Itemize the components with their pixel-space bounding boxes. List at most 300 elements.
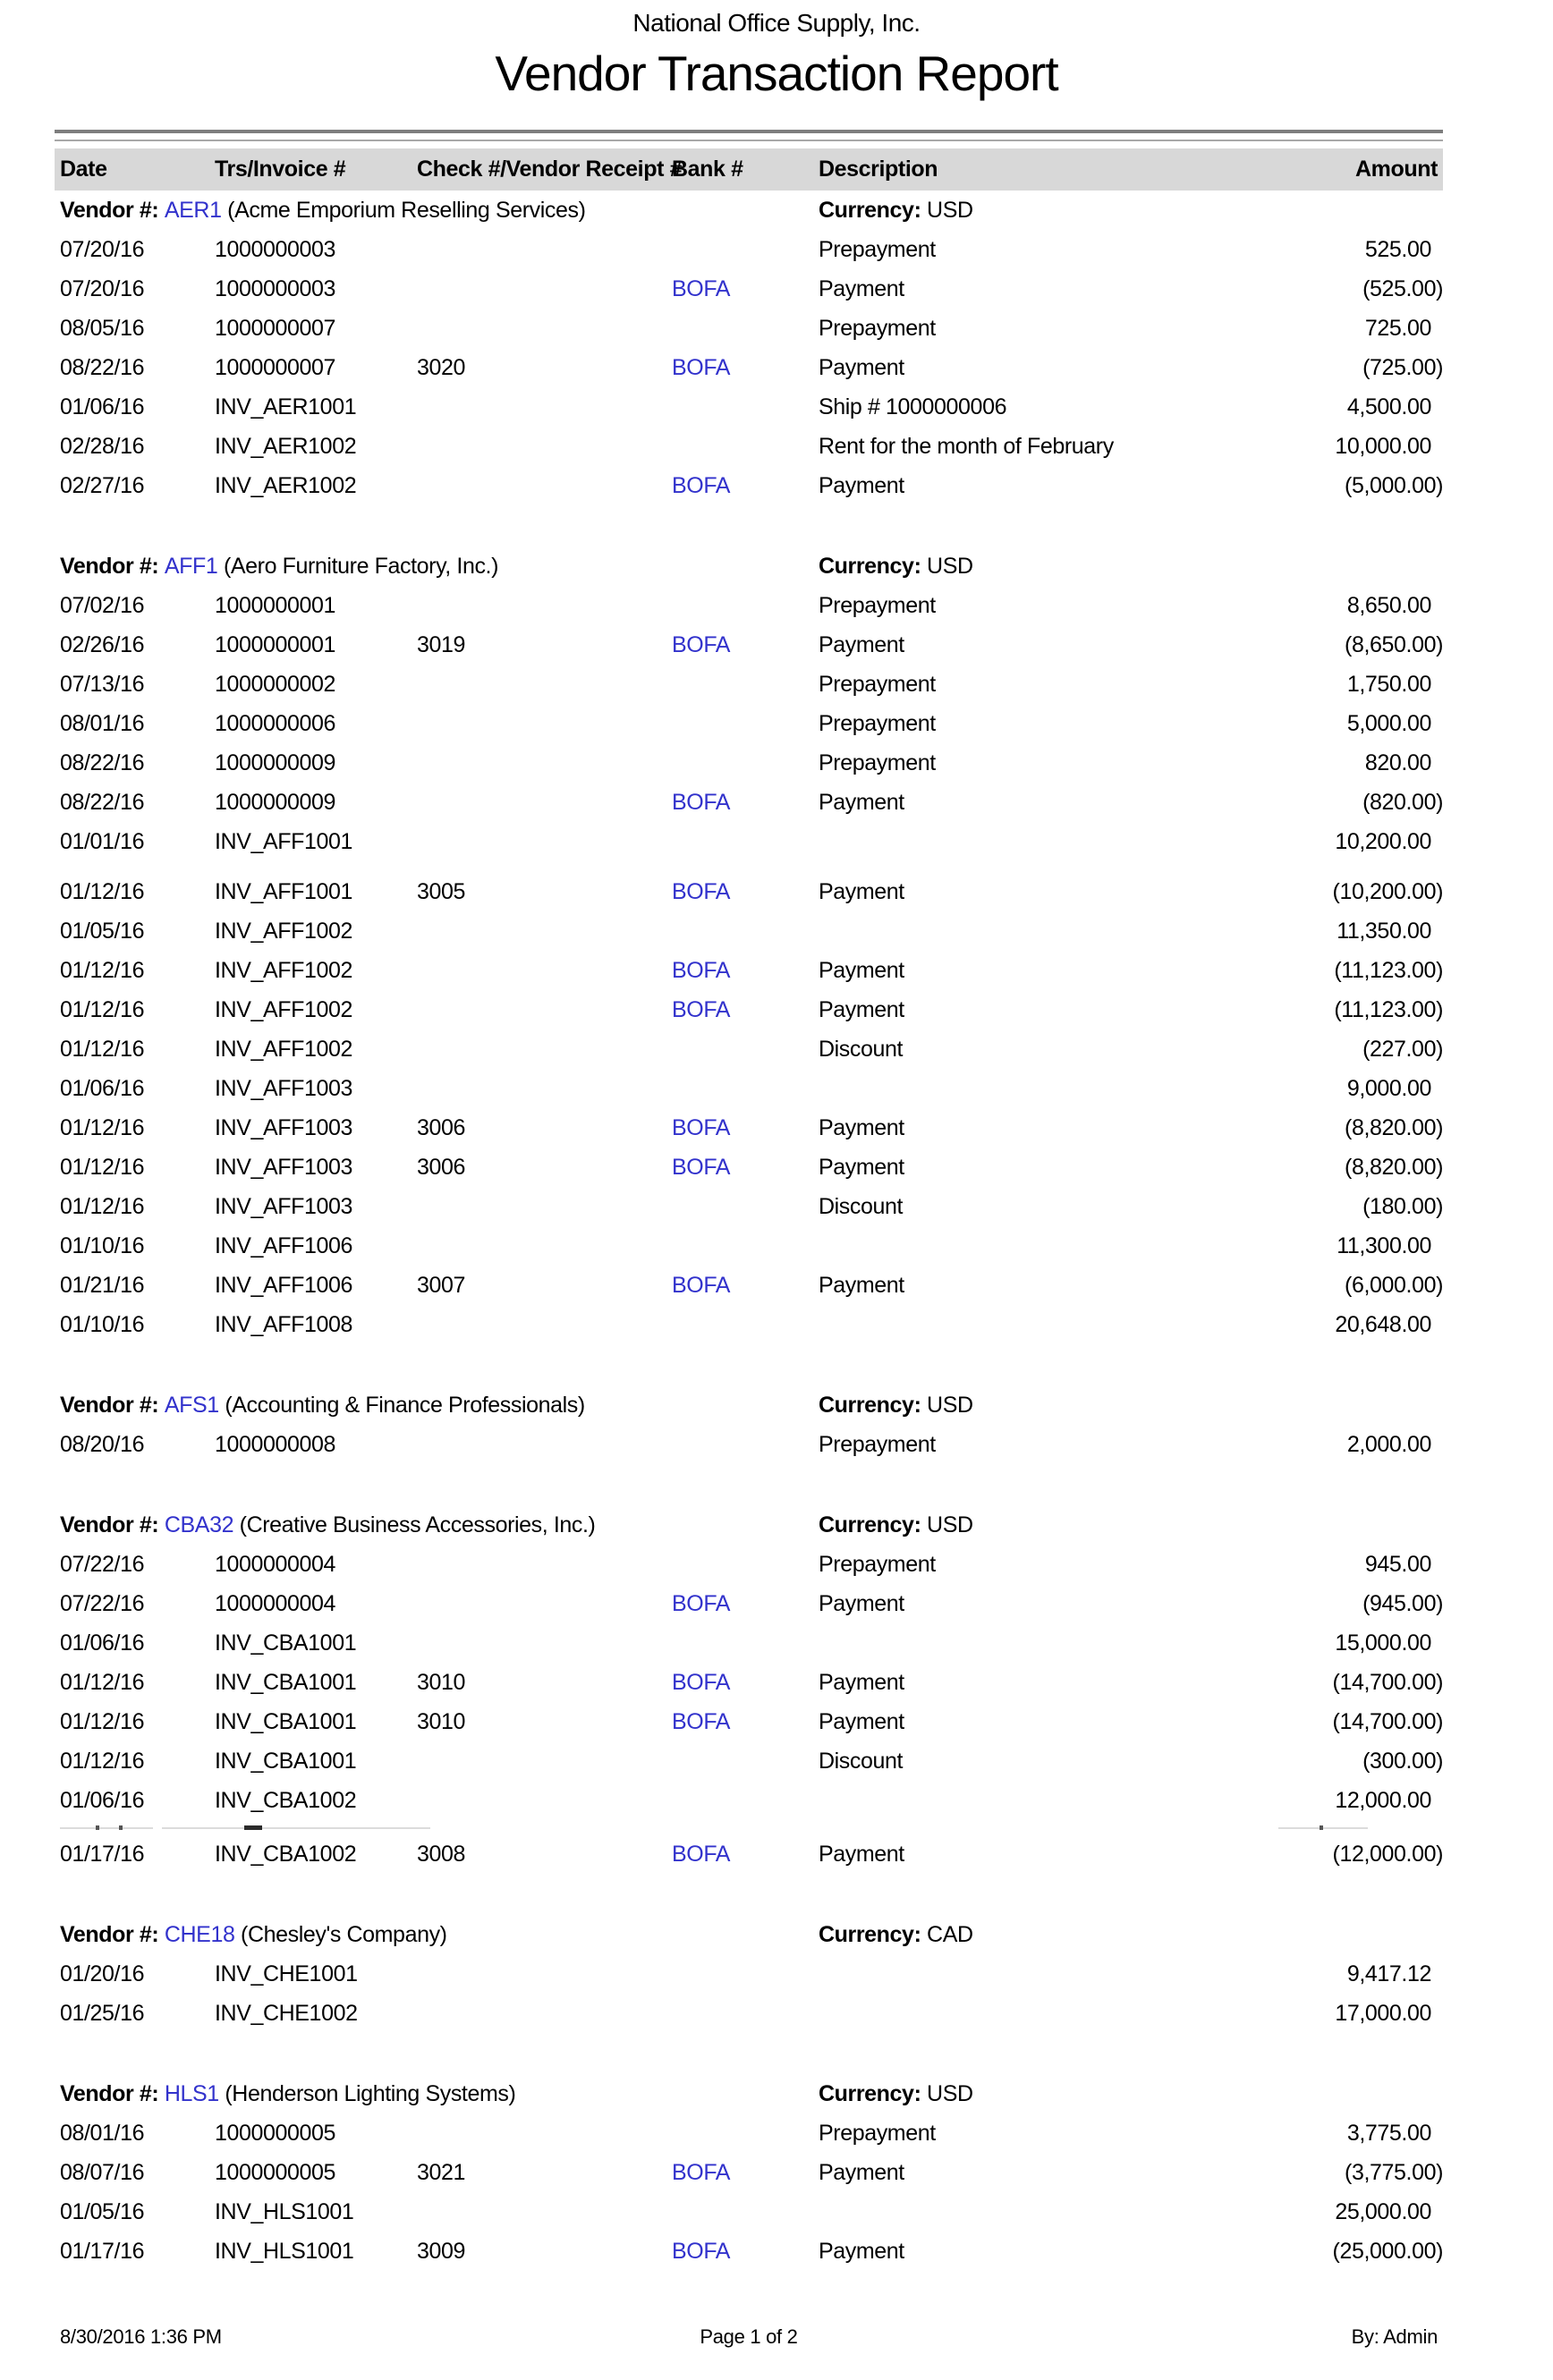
currency-label: Currency: [819,198,928,223]
seam-hairline [162,1827,430,1829]
transaction-row [55,230,1443,269]
row-invoice: INV_HLS1001 [215,2199,354,2224]
row-bank-link[interactable]: BOFA [672,1115,731,1140]
currency-label: Currency: [819,554,928,579]
row-date: 01/12/16 [60,1749,145,1774]
column-header-description: Description [819,157,938,182]
row-description: Payment [819,997,904,1022]
transaction-row [55,2232,1443,2271]
row-invoice: INV_AER1002 [215,473,357,498]
row-date: 07/02/16 [60,593,145,618]
transaction-row [55,1741,1443,1781]
row-invoice: 1000000005 [215,2121,336,2146]
transaction-row [55,743,1443,783]
transaction-row [55,309,1443,348]
row-amount: 9,000.00 [1346,1076,1431,1101]
row-date: 02/26/16 [60,632,145,657]
row-date: 01/12/16 [60,879,145,904]
vendor-currency [819,546,973,586]
row-invoice: 1000000003 [215,237,336,262]
transaction-row [55,1545,1443,1584]
transaction-row [55,1187,1443,1226]
row-bank-link[interactable]: BOFA [672,632,731,657]
row-amount: 11,350.00 [1337,919,1431,944]
row-invoice: 1000000007 [215,316,336,341]
row-invoice: 1000000004 [215,1552,336,1577]
divider-rule-thick [55,130,1443,133]
row-description: Prepayment [819,237,936,262]
transaction-row [55,1954,1443,1994]
row-amount: (12,000.00) [1332,1842,1443,1867]
vendor-identity [60,191,586,230]
vendor-number-label: Vendor #: [60,1512,165,1537]
row-invoice: INV_CHE1001 [215,1961,358,1986]
row-date: 01/01/16 [60,829,145,854]
row-invoice: 1000000006 [215,711,336,736]
table-body [55,191,1443,2271]
row-date: 01/05/16 [60,919,145,944]
row-amount: 820.00 [1364,750,1431,775]
vendor-name: (Acme Emporium Reselling Services) [221,198,586,223]
row-invoice: INV_CHE1002 [215,2001,358,2026]
transaction-row [55,2153,1443,2192]
transaction-row [55,2113,1443,2153]
row-invoice: 1000000004 [215,1591,336,1616]
row-invoice: INV_AFF1003 [215,1194,353,1219]
row-amount: (25,000.00) [1332,2239,1443,2264]
vendor-code-link[interactable]: AFF1 [164,554,218,579]
transaction-row [55,1623,1443,1663]
row-description: Payment [819,632,904,657]
page-seam-gap [55,861,1443,872]
row-description: Payment [819,1670,904,1695]
row-bank-link[interactable]: BOFA [672,1842,731,1867]
transaction-row [55,466,1443,505]
row-check-number: 3020 [417,355,466,380]
transaction-row [55,911,1443,951]
currency-label: Currency: [819,1512,928,1537]
row-amount: 10,000.00 [1335,434,1431,459]
vendor-identity [60,2074,515,2113]
transaction-row [55,586,1443,625]
row-date: 08/22/16 [60,790,145,815]
row-date: 01/10/16 [60,1312,145,1337]
row-date: 08/22/16 [60,750,145,775]
row-amount: (10,200.00) [1332,879,1443,904]
vendor-identity [60,1915,447,1954]
row-description: Payment [819,1155,904,1180]
row-invoice: 1000000003 [215,276,336,301]
seam-hairline [60,1827,153,1829]
vendor-name: (Accounting & Finance Professionals) [218,1393,585,1418]
row-amount: (5,000.00) [1345,473,1443,498]
currency-value: USD [927,1393,973,1418]
vendor-number-label: Vendor #: [60,198,165,223]
row-invoice: INV_AER1002 [215,434,357,459]
row-date: 01/12/16 [60,1037,145,1062]
row-description: Discount [819,1037,904,1062]
report-table [55,148,1443,2271]
row-check-number: 3019 [417,632,466,657]
currency-value: USD [927,554,973,579]
row-amount: 10,200.00 [1335,829,1431,854]
row-amount: (945.00) [1362,1591,1443,1616]
report-footer [55,2322,1443,2352]
row-date: 01/06/16 [60,1630,145,1656]
row-amount: 525.00 [1364,237,1431,262]
row-date: 01/12/16 [60,1115,145,1140]
vendor-currency [819,191,973,230]
row-date: 08/07/16 [60,2160,145,2185]
row-bank-link[interactable]: BOFA [672,276,731,301]
row-description: Payment [819,276,904,301]
row-amount: 15,000.00 [1335,1630,1431,1656]
row-amount: 8,650.00 [1346,593,1431,618]
vendor-currency [819,1385,973,1425]
seam-dash [244,1825,262,1830]
currency-label: Currency: [819,1393,928,1418]
row-amount: (820.00) [1362,790,1443,815]
row-amount: 20,648.00 [1335,1312,1431,1337]
footer-datetime: 8/30/2016 1:36 PM [60,2325,222,2348]
row-invoice: INV_AFF1006 [215,1233,353,1258]
row-check-number: 3021 [417,2160,466,2185]
row-date: 07/13/16 [60,672,145,697]
row-invoice: 1000000009 [215,790,336,815]
row-date: 01/12/16 [60,958,145,983]
row-date: 01/06/16 [60,1076,145,1101]
row-amount: 5,000.00 [1346,711,1431,736]
row-description: Payment [819,879,904,904]
row-date: 01/12/16 [60,1709,145,1734]
row-date: 08/01/16 [60,711,145,736]
row-invoice: INV_AFF1003 [215,1115,353,1140]
row-description: Payment [819,2160,904,2185]
transaction-row [55,1029,1443,1069]
row-invoice: INV_CBA1001 [215,1630,357,1656]
row-date: 01/06/16 [60,1788,145,1813]
vendor-code-link[interactable]: CHE18 [164,1922,235,1947]
row-amount: (8,650.00) [1345,632,1443,657]
row-amount: 11,300.00 [1337,1233,1431,1258]
vendor-block-gap [55,1344,1443,1385]
transaction-row [55,387,1443,427]
vendor-currency [819,1505,973,1545]
row-description: Payment [819,790,904,815]
row-invoice: 1000000001 [215,593,336,618]
footer-page-number: Page 1 of 2 [700,2325,798,2348]
row-invoice: 1000000001 [215,632,336,657]
row-date: 07/20/16 [60,237,145,262]
row-description: Payment [819,1842,904,1867]
row-description: Prepayment [819,750,936,775]
footer-user: By: Admin [1351,2325,1438,2348]
vendor-code-link[interactable]: AER1 [164,198,222,223]
row-description: Payment [819,1709,904,1734]
row-invoice: INV_AFF1001 [215,829,353,854]
vendor-header-row [55,1385,1443,1425]
row-invoice: INV_AFF1003 [215,1155,353,1180]
row-description: Discount [819,1749,904,1774]
row-amount: 4,500.00 [1346,394,1431,419]
row-description: Discount [819,1194,904,1219]
row-amount: (14,700.00) [1332,1709,1443,1734]
row-amount: 3,775.00 [1346,2121,1431,2146]
row-description: Prepayment [819,593,936,618]
row-amount: 25,000.00 [1335,2199,1431,2224]
row-bank-link[interactable]: BOFA [672,1273,731,1298]
row-description: Ship # 1000000006 [819,394,1007,419]
transaction-row [55,1584,1443,1623]
row-date: 01/20/16 [60,1961,145,1986]
row-check-number: 3008 [417,1842,466,1867]
transaction-row [55,427,1443,466]
row-invoice: INV_AFF1006 [215,1273,353,1298]
row-description: Payment [819,2239,904,2264]
vendor-code-link[interactable]: HLS1 [164,2081,219,2106]
vendor-header-row [55,2074,1443,2113]
row-check-number: 3009 [417,2239,466,2264]
row-date: 07/22/16 [60,1552,145,1577]
row-date: 01/25/16 [60,2001,145,2026]
transaction-row [55,1834,1443,1874]
currency-value: USD [927,198,973,223]
row-amount: (11,123.00) [1334,958,1443,983]
table-header-row [55,148,1443,191]
transaction-row [55,1994,1443,2033]
row-invoice: INV_AFF1003 [215,1076,353,1101]
transaction-row [55,1663,1443,1702]
transaction-row [55,704,1443,743]
row-date: 07/22/16 [60,1591,145,1616]
row-invoice: INV_AFF1002 [215,919,353,944]
currency-label: Currency: [819,2081,928,2106]
row-description: Payment [819,958,904,983]
row-amount: 725.00 [1364,316,1431,341]
row-invoice: INV_CBA1001 [215,1709,357,1734]
column-header-date: Date [60,157,107,182]
currency-value: USD [927,2081,973,2106]
row-description: Prepayment [819,711,936,736]
column-header-trs-invoice: Trs/Invoice # [215,157,346,182]
row-invoice: 1000000007 [215,355,336,380]
row-description: Payment [819,355,904,380]
row-amount: 9,417.12 [1346,1961,1431,1986]
row-description: Prepayment [819,672,936,697]
vendor-block-gap [55,1464,1443,1505]
transaction-row [55,1702,1443,1741]
row-check-number: 3010 [417,1709,466,1734]
row-amount: (525.00) [1362,276,1443,301]
vendor-header-row [55,1505,1443,1545]
row-date: 01/05/16 [60,2199,145,2224]
row-invoice: INV_CBA1002 [215,1788,357,1813]
row-amount: (14,700.00) [1332,1670,1443,1695]
divider-rule-thin [55,140,1443,141]
row-check-number: 3010 [417,1670,466,1695]
row-invoice: 1000000005 [215,2160,336,2185]
row-amount: 1,750.00 [1346,672,1431,697]
row-bank-link[interactable]: BOFA [672,1591,731,1616]
transaction-row [55,951,1443,990]
row-description: Prepayment [819,1552,936,1577]
row-bank-link[interactable]: BOFA [672,997,731,1022]
row-description: Prepayment [819,2121,936,2146]
row-amount: (3,775.00) [1345,2160,1443,2185]
page-seam-artifact [55,1820,1443,1834]
transaction-row [55,665,1443,704]
row-bank-link[interactable]: BOFA [672,790,731,815]
row-invoice: 1000000009 [215,750,336,775]
row-amount: (11,123.00) [1334,997,1443,1022]
row-check-number: 3006 [417,1155,466,1180]
transaction-row [55,1266,1443,1305]
vendor-header-row [55,546,1443,586]
row-amount: (725.00) [1362,355,1443,380]
column-header-amount: Amount [1354,157,1438,182]
row-description: Rent for the month of February [819,434,1114,459]
currency-value: USD [927,1512,973,1537]
vendor-block-gap [55,2033,1443,2074]
row-description: Payment [819,473,904,498]
transaction-row [55,783,1443,822]
row-date: 02/28/16 [60,434,145,459]
row-date: 01/12/16 [60,1670,145,1695]
transaction-row [55,990,1443,1029]
vendor-header-row [55,1915,1443,1954]
transaction-row [55,2192,1443,2232]
transaction-row [55,1148,1443,1187]
row-date: 01/21/16 [60,1273,145,1298]
seam-tick [119,1825,123,1830]
row-amount: (227.00) [1362,1037,1443,1062]
row-amount: (8,820.00) [1345,1115,1443,1140]
seam-tick [96,1825,99,1830]
row-invoice: INV_AFF1008 [215,1312,353,1337]
row-date: 01/12/16 [60,1155,145,1180]
row-invoice: INV_AFF1001 [215,879,353,904]
row-amount: (300.00) [1362,1749,1443,1774]
transaction-row [55,1108,1443,1148]
row-bank-link[interactable]: BOFA [672,958,731,983]
transaction-row [55,348,1443,387]
vendor-block-gap [55,1874,1443,1915]
row-date: 08/20/16 [60,1432,145,1457]
row-invoice: INV_AFF1002 [215,997,353,1022]
row-date: 01/06/16 [60,394,145,419]
vendor-identity [60,546,498,586]
row-invoice: INV_HLS1001 [215,2239,354,2264]
row-description: Prepayment [819,1432,936,1457]
row-invoice: INV_CBA1001 [215,1670,357,1695]
vendor-code-link[interactable]: CBA32 [164,1512,234,1537]
vendor-number-label: Vendor #: [60,2081,165,2106]
vendor-name: (Henderson Lighting Systems) [218,2081,516,2106]
vendor-identity [60,1505,596,1545]
row-invoice: 1000000002 [215,672,336,697]
row-check-number: 3005 [417,879,466,904]
row-description: Payment [819,1115,904,1140]
seam-hairline [1278,1827,1368,1829]
row-date: 02/27/16 [60,473,145,498]
vendor-number-label: Vendor #: [60,1393,165,1418]
row-bank-link[interactable]: BOFA [672,355,731,380]
row-invoice: INV_AFF1002 [215,1037,353,1062]
vendor-name: (Chesley's Company) [234,1922,447,1947]
row-invoice: INV_AER1001 [215,394,357,419]
row-invoice: INV_CBA1002 [215,1842,357,1867]
row-bank-link[interactable]: BOFA [672,473,731,498]
transaction-row [55,1305,1443,1344]
vendor-number-label: Vendor #: [60,554,165,579]
currency-value: CAD [927,1922,973,1947]
vendor-header-row [55,191,1443,230]
vendor-currency [819,2074,973,2113]
page-title: Vendor Transaction Report [495,46,1058,101]
row-invoice: INV_AFF1002 [215,958,353,983]
row-date: 08/05/16 [60,316,145,341]
row-description: Payment [819,1273,904,1298]
row-bank-link[interactable]: BOFA [672,1670,731,1695]
transaction-row [55,269,1443,309]
column-header-check-vendor-receipt: Check #/Vendor Receipt # [417,157,683,182]
row-date: 08/01/16 [60,2121,145,2146]
row-date: 01/10/16 [60,1233,145,1258]
vendor-name: (Aero Furniture Factory, Inc.) [217,554,499,579]
row-date: 08/22/16 [60,355,145,380]
vendor-currency [819,1915,973,1954]
row-amount: 12,000.00 [1335,1788,1431,1813]
row-amount: (8,820.00) [1345,1155,1443,1180]
vendor-number-label: Vendor #: [60,1922,165,1947]
row-bank-link[interactable]: BOFA [672,2239,731,2264]
row-bank-link[interactable]: BOFA [672,2160,731,2185]
row-bank-link[interactable]: BOFA [672,1709,731,1734]
row-date: 07/20/16 [60,276,145,301]
transaction-row [55,1069,1443,1108]
row-amount: 945.00 [1364,1552,1431,1577]
row-date: 01/17/16 [60,1842,145,1867]
transaction-row [55,625,1443,665]
row-check-number: 3006 [417,1115,466,1140]
vendor-code-link[interactable]: AFS1 [164,1393,219,1418]
row-date: 01/17/16 [60,2239,145,2264]
row-amount: (6,000.00) [1345,1273,1443,1298]
row-amount: 17,000.00 [1335,2001,1431,2026]
row-amount: (180.00) [1362,1194,1443,1219]
transaction-row [55,1425,1443,1464]
company-name: National Office Supply, Inc. [632,9,921,37]
row-bank-link[interactable]: BOFA [672,879,731,904]
row-invoice: INV_CBA1001 [215,1749,357,1774]
row-bank-link[interactable]: BOFA [672,1155,731,1180]
vendor-block-gap [55,505,1443,546]
currency-label: Currency: [819,1922,928,1947]
vendor-identity [60,1385,585,1425]
transaction-row [55,822,1443,861]
row-description: Prepayment [819,316,936,341]
transaction-row [55,1781,1443,1820]
row-description: Payment [819,1591,904,1616]
row-invoice: 1000000008 [215,1432,336,1457]
row-date: 01/12/16 [60,997,145,1022]
column-header-bank: Bank # [672,157,743,182]
seam-tick [1320,1825,1323,1830]
row-check-number: 3007 [417,1273,466,1298]
transaction-row [55,872,1443,911]
vendor-name: (Creative Business Accessories, Inc.) [233,1512,596,1537]
transaction-row [55,1226,1443,1266]
